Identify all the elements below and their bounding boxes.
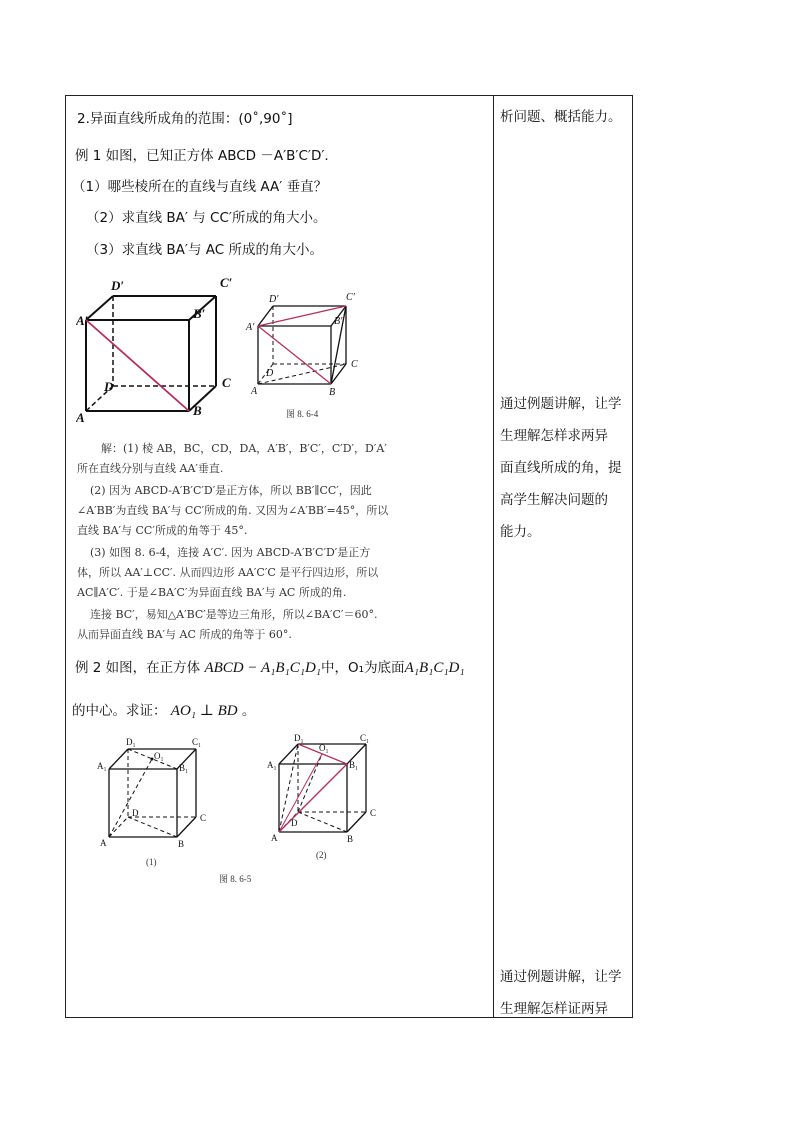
section-title: 2.异面直线所成角的范围：(0˚,90˚] (77, 111, 293, 127)
solution-line-9: 连接 BC′，易知△A′BC′是等边三角形，所以∠BA′C′＝60°. (90, 608, 378, 621)
fig2-1-label-c: C (200, 813, 207, 823)
fig2-1-label-d1: D₁ (126, 737, 136, 747)
fig1-label-a1: A′ (76, 313, 89, 328)
figure-8-6-5-sub-2: (2) (316, 850, 327, 860)
fig1-label-c1: C′ (220, 275, 233, 290)
fig1s-label-b1: B′ (334, 316, 343, 327)
fig1s-label-d1: D′ (269, 294, 279, 305)
fig2-2-label-b1: B₁ (349, 760, 359, 770)
example-2-text-5: 。 (241, 703, 256, 719)
figure-8-6-5 (91, 733, 391, 893)
solution-line-4: ∠A′BB′为直线 BA′与 CC′所成的角. 又因为∠A′BB′=45°，所以 (77, 504, 389, 517)
figure-8-6-4 (76, 274, 406, 434)
fig2-2-label-a1: A₁ (267, 760, 277, 770)
fig1-label-c: C (222, 375, 231, 390)
fig1s-label-a: A (251, 386, 258, 397)
right-note-3 (500, 961, 622, 1025)
fig1s-label-d: D (266, 368, 274, 379)
example-1-heading: 例 1 如图，已知正方体 ABCD －A′B′C′D′. (75, 148, 329, 164)
fig2-2-label-d: D (291, 818, 298, 828)
solution-line-3: (2) 因为 ABCD-A′B′C′D′是正方体，所以 BB′∥CC′，因此 (90, 484, 372, 497)
fig2-1-label-a: A (100, 838, 107, 848)
example-2-text-4: 的中心。求证： (72, 703, 167, 719)
example-2-o1: O₁ (348, 660, 365, 676)
example-2-claim: AO₁ ⊥ BD (170, 703, 238, 719)
right-note-2-line-4: 高学生解决问题的 (500, 492, 608, 508)
fig1s-label-c: C (351, 359, 358, 370)
right-note-3-line-2: 生理解怎样证两异 (500, 1001, 608, 1017)
fig1-label-b1: B′ (193, 306, 206, 321)
fig1-label-d1: D′ (111, 278, 125, 293)
solution-line-6: (3) 如图 8. 6-4，连接 A′C′. 因为 ABCD-A′B′C′D′是正方 (90, 546, 371, 559)
figure-8-6-5-caption: 图 8. 6-5 (219, 874, 252, 884)
right-note-2-line-3: 面直线所成的角，提 (500, 460, 622, 476)
solution-line-2: 所在直线分别与直线 AA′垂直. (77, 462, 224, 475)
figure-8-6-5-sub-1: (1) (146, 857, 157, 867)
fig1-label-a: A (76, 410, 85, 425)
fig2-1-label-d: D (132, 808, 139, 818)
right-note-1: 析问题、概括能力。 (500, 109, 622, 125)
solution-line-1: 解：(1) 棱 AB，BC，CD，DA，A′B′，B′C′，C′D′，D′A′ (101, 442, 387, 455)
fig2-1-label-o1: O₁ (154, 751, 164, 761)
example-2-text-2: 中， (321, 660, 349, 676)
fig2-2-label-o1: O₁ (319, 743, 329, 753)
example-2-line-2 (72, 703, 255, 719)
solution-line-5: 直线 BA′与 CC′所成的角等于 45°. (77, 524, 248, 537)
example-1-question-1: （1）哪些棱所在的直线与直线 AA′ 垂直？ (72, 179, 328, 195)
example-2-text-3: 为底面 (364, 660, 405, 676)
right-note-2 (500, 388, 622, 548)
right-note-2-line-1: 通过例题讲解，让学 (500, 396, 622, 412)
solution-line-8: AC∥A′C′. 于是∠BA′C′为异面直线 BA′与 AC 所成的角. (77, 586, 347, 599)
fig1s-label-b: B (329, 387, 336, 398)
fig2-1-label-a1: A₁ (97, 761, 107, 771)
fig2-1-label-b1: B₁ (179, 763, 189, 773)
fig2-1-label-c1: C₁ (192, 737, 202, 747)
fig2-2-label-c: C (370, 808, 377, 818)
example-2-cube-name: ABCD − A₁B₁C₁D₁ (204, 660, 322, 676)
fig1s-label-c1: C′ (346, 292, 355, 303)
figure-8-6-4-caption: 图 8. 6-4 (286, 409, 319, 419)
fig2-2-label-d1: D₁ (294, 733, 304, 743)
example-2-line-1 (75, 660, 465, 676)
right-note-3-line-1: 通过例题讲解，让学 (500, 969, 622, 985)
example-1-question-2: （2）求直线 BA′ 与 CC′所成的角大小。 (86, 210, 327, 226)
right-note-2-line-2: 生理解怎样求两异 (500, 428, 608, 444)
example-2-text-1: 例 2 如图，在正方体 (75, 660, 201, 676)
fig1-label-b: B (193, 403, 202, 418)
example-1-question-3: （3）求直线 BA′与 AC 所成的角大小。 (86, 242, 323, 258)
fig2-2-label-b: B (347, 834, 354, 844)
solution-line-10: 从而异面直线 BA′与 AC 所成的角等于 60°. (77, 628, 292, 641)
column-divider (493, 96, 494, 1017)
example-2-face-name: A₁B₁C₁D₁ (404, 660, 465, 676)
fig2-2-label-a: A (271, 833, 278, 843)
lesson-table (65, 95, 633, 1018)
fig2-1-label-b: B (178, 839, 185, 849)
right-note-2-line-5: 能力。 (500, 524, 541, 540)
fig1s-label-a1: A′ (246, 322, 255, 333)
fig2-2-label-c1: C₁ (360, 733, 370, 743)
fig1-label-d: D (104, 379, 114, 394)
solution-line-7: 体，所以 AA′⊥CC′. 从而四边形 AA′C′C 是平行四边形，所以 (77, 566, 379, 579)
